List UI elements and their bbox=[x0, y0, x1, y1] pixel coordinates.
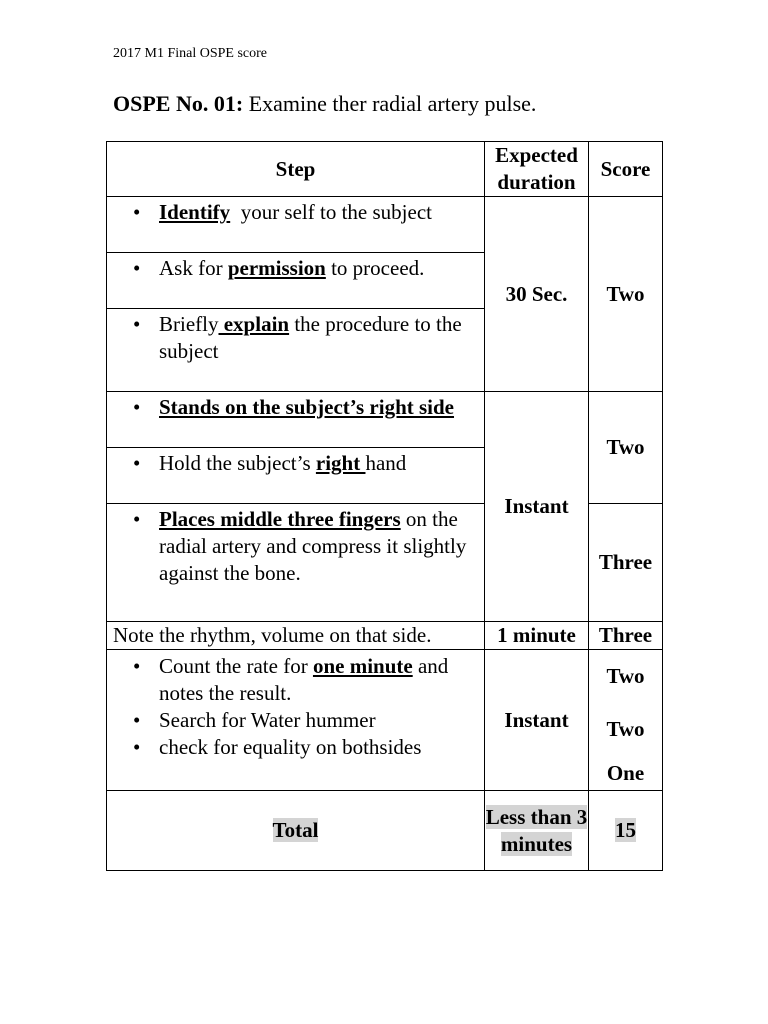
table-row bbox=[107, 622, 663, 650]
duration-group-4: Instant bbox=[485, 650, 589, 791]
total-label-cell bbox=[107, 791, 485, 871]
score-item: Two bbox=[606, 664, 645, 688]
step-note-rhythm: Note the rhythm, volume on that side. bbox=[107, 622, 485, 650]
duration-group-2: Instant bbox=[485, 392, 589, 622]
step-place-fingers: • Places middle three fingers on the radial artery and compress it slightly against the bone. bbox=[107, 504, 485, 622]
score-group-4: Three bbox=[589, 622, 663, 650]
table-row bbox=[107, 197, 663, 253]
step-hold-hand: • Hold the subject’s right hand bbox=[107, 448, 485, 504]
duration-group-1: 30 Sec. bbox=[485, 197, 589, 392]
table-total-row bbox=[107, 791, 663, 871]
step-identify: • Identify your self to the subject bbox=[107, 197, 485, 253]
header-step: Step bbox=[107, 142, 485, 197]
total-duration-cell bbox=[485, 791, 589, 871]
header-score: Score bbox=[589, 142, 663, 197]
header-duration: Expected duration bbox=[485, 142, 589, 197]
score-group-1: Two bbox=[589, 197, 663, 392]
table-row bbox=[107, 392, 663, 448]
document-header: 2017 M1 Final OSPE score bbox=[113, 46, 267, 61]
duration-group-3: 1 minute bbox=[485, 622, 589, 650]
ospe-score-table bbox=[106, 141, 663, 871]
list-item: • Search for Water hummer bbox=[133, 707, 478, 734]
total-score: 15 bbox=[615, 818, 636, 842]
score-item: One bbox=[606, 761, 645, 785]
score-group-5 bbox=[589, 650, 663, 791]
score-group-2: Two bbox=[589, 392, 663, 504]
list-item: • check for equality on bothsides bbox=[133, 734, 478, 761]
title-text: Examine ther radial artery pulse. bbox=[248, 91, 537, 116]
title-label: OSPE No. 01: bbox=[113, 91, 244, 116]
total-duration: Less than 3 minutes bbox=[485, 804, 588, 856]
list-item: • Count the rate for one minute and notes the result. bbox=[133, 653, 478, 707]
step-stands: • Stands on the subject’s right side bbox=[107, 392, 485, 448]
table-header-row bbox=[107, 142, 663, 197]
table-row bbox=[107, 650, 663, 791]
total-label: Total bbox=[272, 818, 319, 842]
score-item: Two bbox=[606, 717, 645, 741]
step-permission: • Ask for permission to proceed. bbox=[107, 253, 485, 309]
total-score-cell bbox=[589, 791, 663, 871]
page-title bbox=[113, 91, 536, 117]
step-count-rate bbox=[107, 650, 485, 791]
step-explain: • Briefly explain the procedure to the subject bbox=[107, 309, 485, 392]
score-group-3: Three bbox=[589, 504, 663, 622]
